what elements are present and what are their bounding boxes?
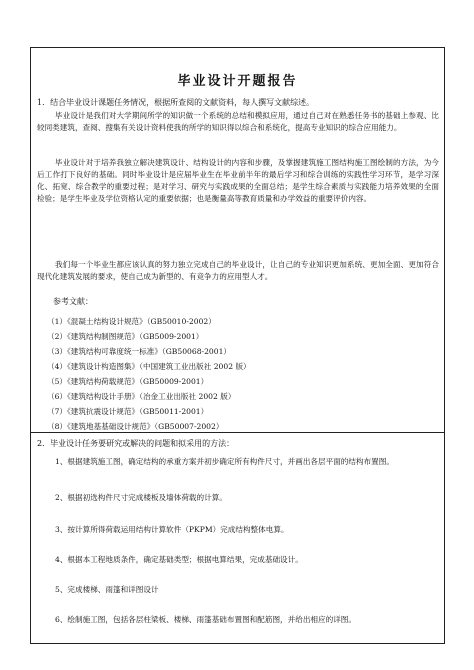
references-heading: 参考文献： <box>53 297 93 306</box>
task-item: 6、绘制施工图，包括各层柱梁板、楼梯、雨篷基础布置图和配筋图，并给出相应的详图。 <box>55 615 356 624</box>
task-item: 1、根据建筑施工图，确定结构的承重方案并初步确定所有构件尺寸，并画出各层平面的结构布置图。 <box>55 457 394 466</box>
section1-paragraph: 毕业设计对于培养我独立解决建筑设计、结构设计的内容和步骤，及掌握建筑施工图结构施工图绘制的方法，为今后工作打下良好的基础。同时毕业设计是应届毕业生在毕业前半年的最后学习和综合训练的实践性学习环节，是学习深化、拓宽、综合教学的重要过程；是对学习、研究与实践成果的全面总结；是学生综合素质与实践能力培养效果的全面检验；是学生毕业及学位资格认定的重要依据；也是衡量高等教育质量和办学效益的重要评价内容。 <box>37 158 439 203</box>
reference-item: （2）《建筑结构制图规范》（GB5009-2001） <box>47 332 204 341</box>
section1-heading: 1．结合毕业设计课题任务情况，根据所查阅的文献资料，每人撰写文献综述。 <box>37 98 315 107</box>
task-item: 2、根据初选构件尺寸完成楼板及墙体荷载的计算。 <box>55 493 227 502</box>
reference-item: （3）《建筑结构可靠度统一标准》（GB50068-2001） <box>47 347 232 356</box>
task-item: 3、按计算所得荷载运用结构计算软件（PKPM）完成结构整体电算。 <box>55 525 289 534</box>
reference-item: （5）《建筑结构荷载规范》（GB50009-2001） <box>47 377 209 386</box>
reference-item: （8）《建筑地基基础设计规范》（GB50007-2002） <box>47 422 224 431</box>
section-divider <box>31 432 444 433</box>
task-item: 5、完成楼梯、雨篷和详图设计 <box>55 585 159 594</box>
reference-item: （1）《混凝土结构设计规范》（GB50010-2002） <box>47 317 216 326</box>
reference-item: （6）《建筑结构设计手册》（冶金工业出版社 2002 版） <box>47 392 236 401</box>
report-form <box>30 47 445 644</box>
reference-item: （4）《建筑设计构造图集》（中国建筑工业出版社 2002 版） <box>47 362 251 371</box>
task-item: 4、根据本工程地质条件，确定基础类型；根据电算结果，完成基础设计。 <box>55 555 303 564</box>
section1-paragraph: 我们每一个毕业生都应该认真的努力独立完成自己的毕业设计，让自己的专业知识更加系统、更加全面、更加符合现代化建筑发展的要求，使自己成为新型的、有竞争力的应用型人才。 <box>37 260 439 281</box>
page-title: 毕业设计开题报告 <box>177 74 298 89</box>
reference-item: （7）《建筑抗震设计规范》（GB50011-2001） <box>47 407 209 416</box>
section2-heading: 2．毕业设计任务要研究或解决的问题和拟采用的方法： <box>37 439 235 448</box>
section1-paragraph: 毕业设计是我们对大学期间所学的知识做一个系统的总结和模拟应用，通过自己对在熟悉任务书的基础上参观、比较同类建筑，查阅、搜集有关设计资料使我的所学的知识得以综合和系统化，提高专业知识的综合应用能力。 <box>37 111 439 132</box>
